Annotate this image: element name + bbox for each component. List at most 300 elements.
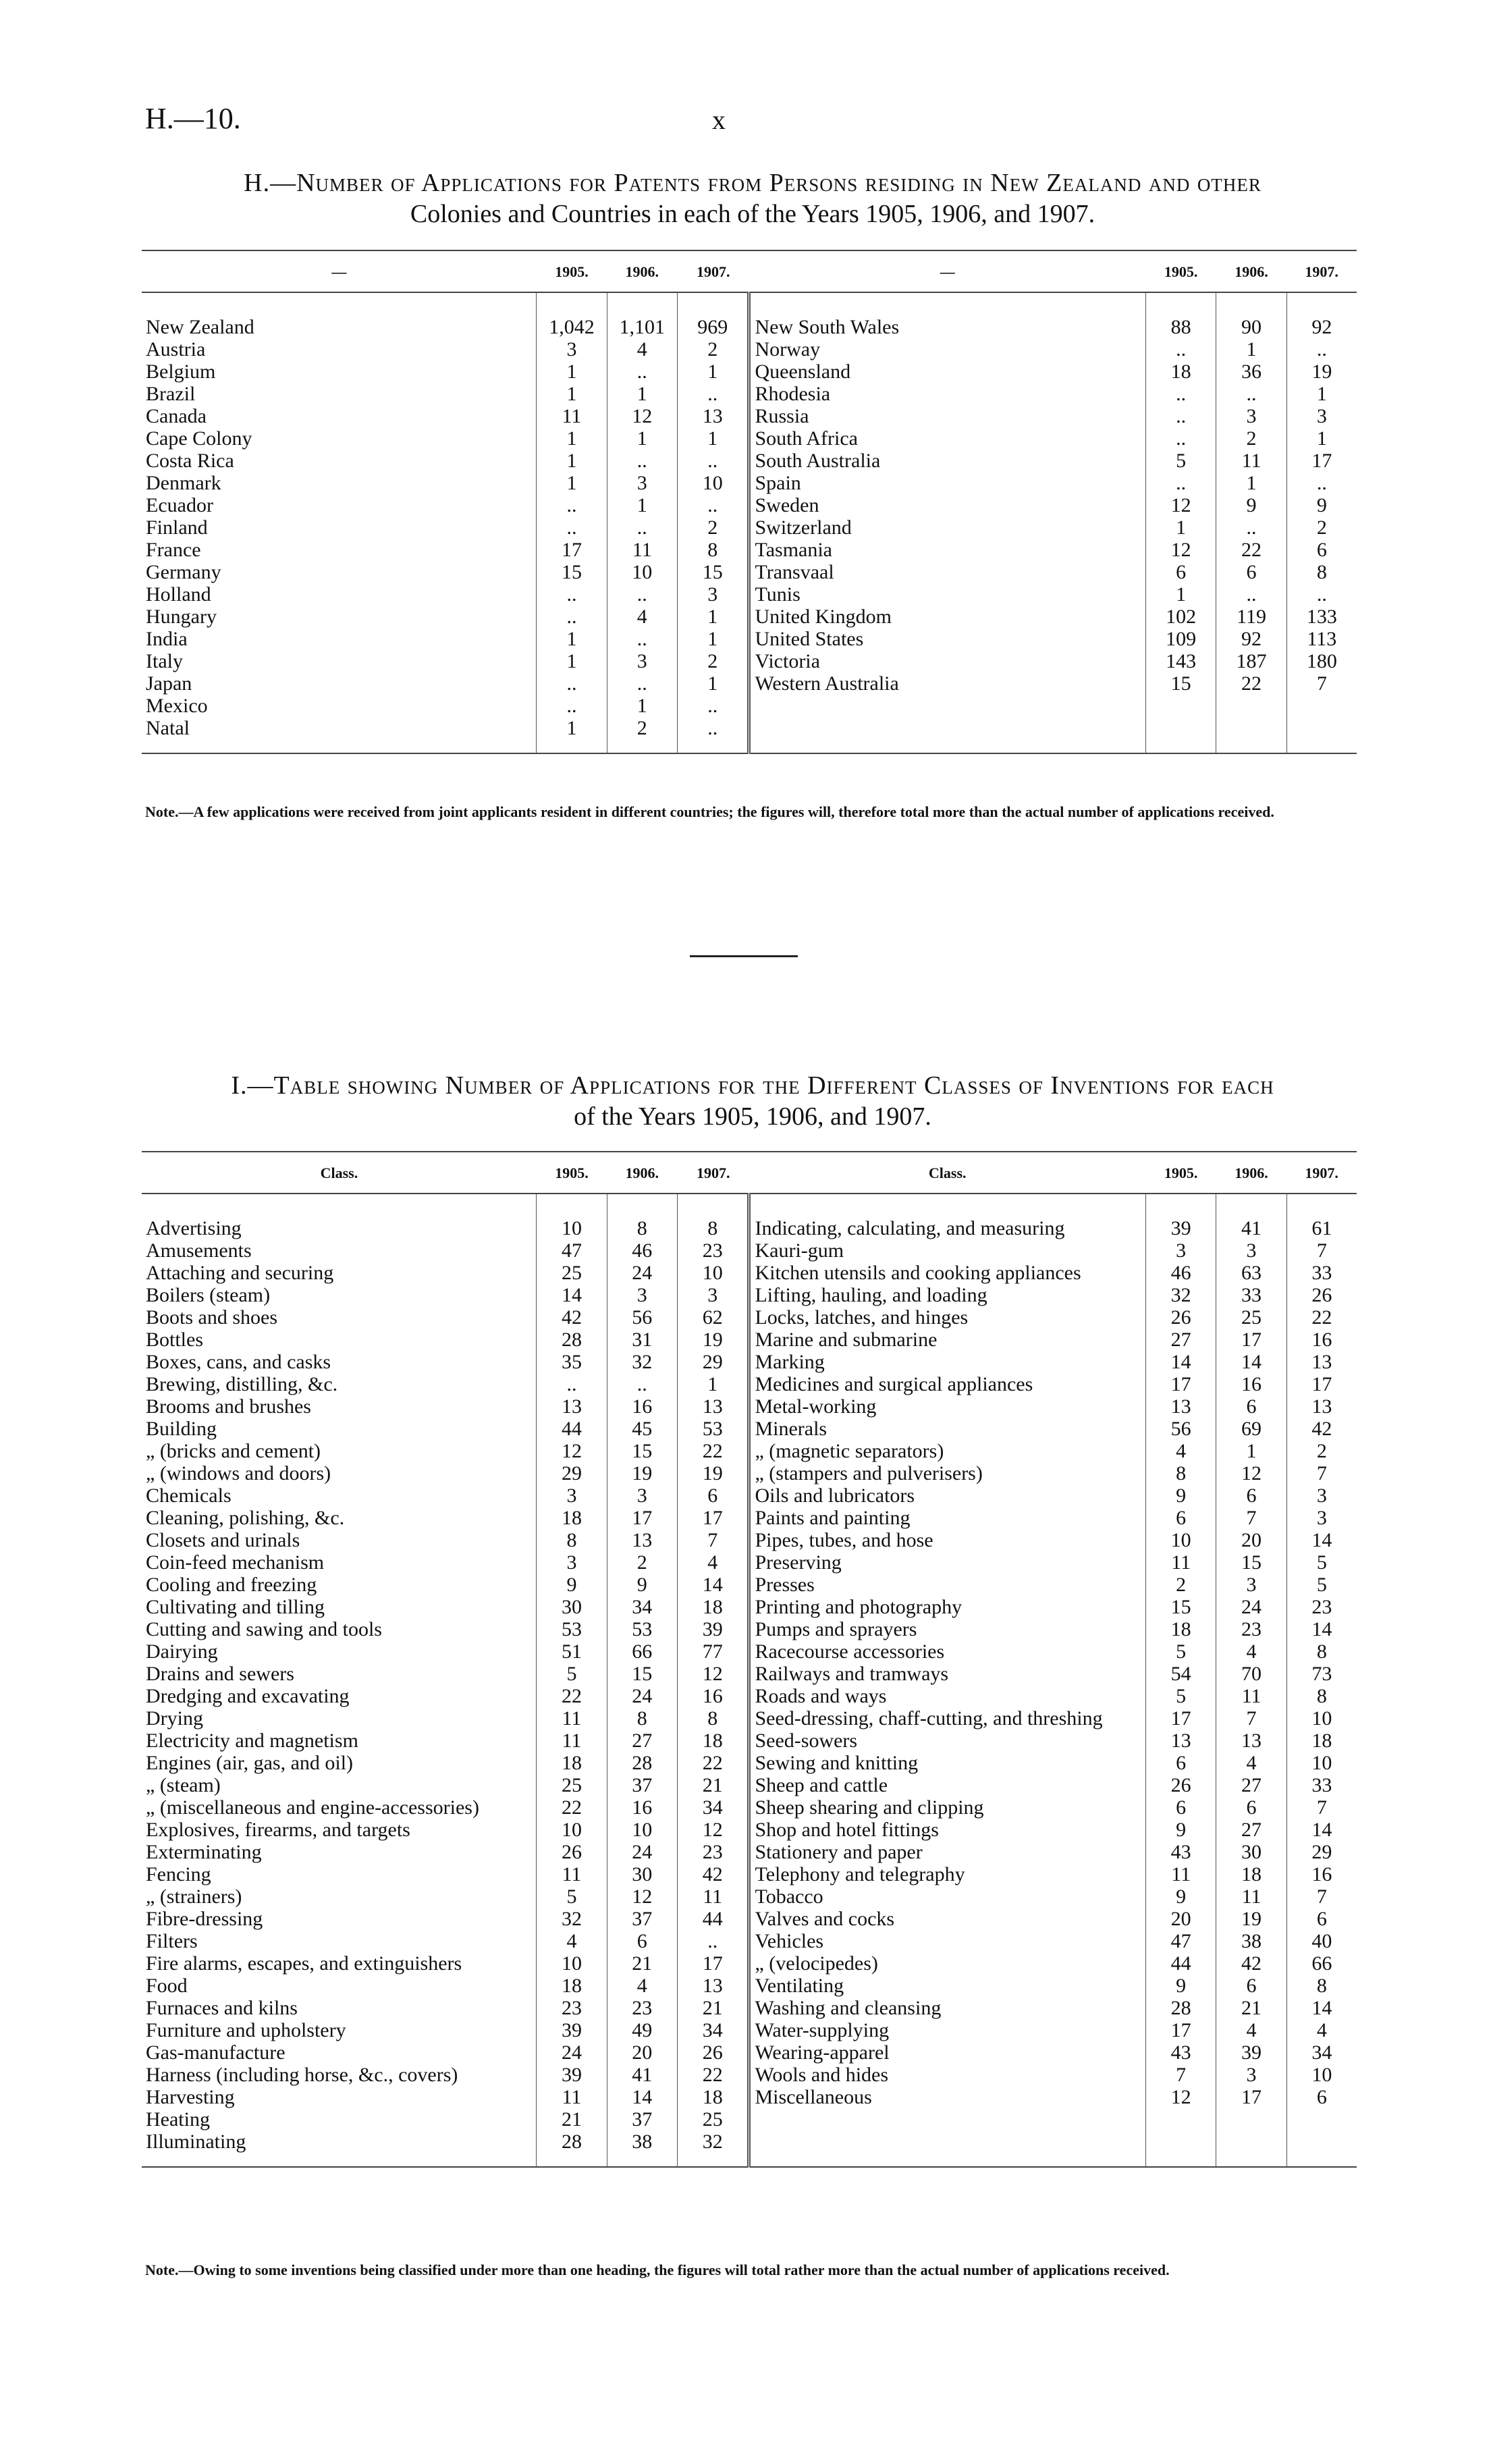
row-value: 14 bbox=[1146, 1351, 1216, 1373]
row-label: Furniture and upholstery bbox=[146, 2019, 346, 2041]
row-value: 8 bbox=[1286, 1640, 1357, 1663]
row-value: 25 bbox=[537, 1774, 607, 1796]
table-row bbox=[142, 292, 1357, 338]
table-row bbox=[142, 1194, 1357, 1239]
row-value: 14 bbox=[1286, 1618, 1357, 1640]
row-value: 4 bbox=[537, 1930, 607, 1952]
row-value: .. bbox=[607, 360, 677, 383]
row-value: 16 bbox=[1286, 1863, 1357, 1885]
row-value: 3 bbox=[537, 338, 607, 360]
row-value: 43 bbox=[1146, 1841, 1216, 1863]
row-value: 13 bbox=[1286, 1395, 1357, 1418]
row-value: 18 bbox=[677, 2086, 749, 2108]
table-row bbox=[142, 1618, 1357, 1640]
row-value: 56 bbox=[1146, 1418, 1216, 1440]
row-label: Pipes, tubes, and hose bbox=[749, 1529, 1146, 1551]
row-value: 13 bbox=[1146, 1395, 1216, 1418]
row-label: Japan bbox=[146, 672, 192, 695]
row-value: 9 bbox=[1146, 1885, 1216, 1908]
row-value: 1 bbox=[677, 427, 749, 450]
row-value: 15 bbox=[537, 561, 607, 583]
row-value: .. bbox=[677, 1930, 749, 1952]
row-value: 23 bbox=[677, 1239, 749, 1262]
table-row bbox=[142, 561, 1357, 583]
row-value: 1 bbox=[1146, 583, 1216, 606]
row-value: 11 bbox=[537, 1863, 607, 1885]
row-value bbox=[1286, 2131, 1357, 2167]
row-value: 24 bbox=[1216, 1596, 1286, 1618]
row-label: Marking bbox=[749, 1351, 1146, 1373]
row-value: 26 bbox=[1146, 1306, 1216, 1329]
row-label: Medicines and surgical appliances bbox=[749, 1373, 1146, 1395]
table-i-title-line1: I.—Table showing Number of Applications for the Different Classes of Inventions for each bbox=[231, 1071, 1274, 1100]
row-value: 1 bbox=[677, 1373, 749, 1395]
row-value: 29 bbox=[537, 1462, 607, 1484]
row-value: 11 bbox=[607, 539, 677, 561]
row-value bbox=[1216, 2131, 1286, 2167]
row-value: 34 bbox=[677, 1796, 749, 1819]
col-year: 1907. bbox=[677, 1152, 749, 1194]
row-value: .. bbox=[1146, 427, 1216, 450]
table-row bbox=[142, 650, 1357, 672]
row-value: 15 bbox=[607, 1440, 677, 1462]
row-label: „ (velocipedes) bbox=[749, 1952, 1146, 1975]
row-value: 30 bbox=[1216, 1841, 1286, 1863]
row-value: 33 bbox=[1286, 1262, 1357, 1284]
table-row bbox=[142, 1863, 1357, 1885]
row-value: 7 bbox=[1286, 1796, 1357, 1819]
row-value: 2 bbox=[1286, 516, 1357, 539]
col-label: Class. bbox=[749, 1152, 1146, 1194]
row-value: 25 bbox=[677, 2108, 749, 2131]
table-row bbox=[142, 1418, 1357, 1440]
row-label: United Kingdom bbox=[749, 606, 1146, 628]
row-value: 47 bbox=[537, 1239, 607, 1262]
row-label: Tasmania bbox=[749, 539, 1146, 561]
row-value: 9 bbox=[1146, 1484, 1216, 1507]
row-value: 19 bbox=[677, 1329, 749, 1351]
row-value: 5 bbox=[537, 1885, 607, 1908]
table-row bbox=[142, 427, 1357, 450]
row-value: .. bbox=[537, 695, 607, 717]
row-value: 1 bbox=[677, 672, 749, 695]
row-value: 26 bbox=[677, 2041, 749, 2064]
row-label: Heating bbox=[146, 2108, 210, 2131]
row-label: Filters bbox=[146, 1930, 198, 1952]
table-row bbox=[142, 1306, 1357, 1329]
row-value: 12 bbox=[607, 1885, 677, 1908]
row-value: 1 bbox=[537, 717, 607, 753]
row-label: Lifting, hauling, and loading bbox=[749, 1284, 1146, 1306]
row-value bbox=[1216, 2108, 1286, 2131]
row-label: Tunis bbox=[749, 583, 1146, 606]
row-value: 18 bbox=[537, 1752, 607, 1774]
row-value: 1 bbox=[1286, 383, 1357, 405]
row-label: Food bbox=[146, 1975, 188, 1997]
row-value: 22 bbox=[1216, 672, 1286, 695]
row-value: 9 bbox=[1216, 494, 1286, 516]
row-value: 102 bbox=[1146, 606, 1216, 628]
table-i-title-line2: of the Years 1905, 1906, and 1907. bbox=[574, 1102, 931, 1131]
row-value: 77 bbox=[677, 1640, 749, 1663]
row-label: New South Wales bbox=[749, 292, 1146, 338]
row-value: 7 bbox=[1286, 1885, 1357, 1908]
row-value: 14 bbox=[537, 1284, 607, 1306]
row-value: 3 bbox=[1216, 1574, 1286, 1596]
row-value: 69 bbox=[1216, 1418, 1286, 1440]
row-value: 16 bbox=[1286, 1329, 1357, 1351]
col-year: 1906. bbox=[1216, 1152, 1286, 1194]
row-value: 17 bbox=[607, 1507, 677, 1529]
row-label: Harness (including horse, &c., covers) bbox=[146, 2064, 458, 2086]
row-value: 16 bbox=[1216, 1373, 1286, 1395]
row-value: 7 bbox=[1286, 1462, 1357, 1484]
row-label: Dairying bbox=[146, 1640, 218, 1663]
row-value: 24 bbox=[607, 1685, 677, 1707]
row-value: 2 bbox=[1146, 1574, 1216, 1596]
row-value: 10 bbox=[537, 1194, 607, 1239]
row-value: .. bbox=[537, 1373, 607, 1395]
row-value: .. bbox=[537, 672, 607, 695]
row-label: Exterminating bbox=[146, 1841, 262, 1863]
row-value bbox=[1146, 2108, 1216, 2131]
row-value: 3 bbox=[1216, 1239, 1286, 1262]
table-row bbox=[142, 338, 1357, 360]
row-value: 18 bbox=[1286, 1730, 1357, 1752]
table-i-header-row bbox=[142, 1152, 1357, 1194]
row-value: 11 bbox=[537, 2086, 607, 2108]
col-year: 1905. bbox=[1146, 250, 1216, 292]
row-label: „ (strainers) bbox=[146, 1885, 242, 1908]
row-value: 10 bbox=[537, 1952, 607, 1975]
row-value: 3 bbox=[607, 472, 677, 494]
row-value: 3 bbox=[607, 1284, 677, 1306]
row-value: 22 bbox=[537, 1796, 607, 1819]
row-value: 21 bbox=[607, 1952, 677, 1975]
table-row bbox=[142, 1819, 1357, 1841]
table-row bbox=[142, 2064, 1357, 2086]
row-value bbox=[1146, 695, 1216, 717]
row-value: .. bbox=[1216, 516, 1286, 539]
row-value: 11 bbox=[1216, 1885, 1286, 1908]
row-value: 8 bbox=[677, 1707, 749, 1730]
row-label: Fire alarms, escapes, and extinguishers bbox=[146, 1952, 462, 1975]
row-value: 13 bbox=[1146, 1730, 1216, 1752]
row-value: 17 bbox=[1146, 1707, 1216, 1730]
row-value: 42 bbox=[537, 1306, 607, 1329]
row-value: 22 bbox=[1216, 539, 1286, 561]
row-label: Seed-dressing, chaff-cutting, and threshing bbox=[749, 1707, 1146, 1730]
row-value: 15 bbox=[607, 1663, 677, 1685]
row-value: 16 bbox=[677, 1685, 749, 1707]
row-label: Spain bbox=[749, 472, 1146, 494]
row-value: 39 bbox=[537, 2019, 607, 2041]
row-value: 3 bbox=[537, 1551, 607, 1574]
row-label: „ (windows and doors) bbox=[146, 1462, 331, 1484]
table-row bbox=[142, 2019, 1357, 2041]
row-value: 26 bbox=[537, 1841, 607, 1863]
row-value: 18 bbox=[537, 1507, 607, 1529]
row-value: .. bbox=[537, 606, 607, 628]
row-label: Norway bbox=[749, 338, 1146, 360]
row-value: 18 bbox=[1146, 360, 1216, 383]
row-value: 3 bbox=[607, 1484, 677, 1507]
row-label: Indicating, calculating, and measuring bbox=[749, 1194, 1146, 1239]
table-row bbox=[142, 1462, 1357, 1484]
row-value: 19 bbox=[1216, 1908, 1286, 1930]
table-row bbox=[142, 1975, 1357, 1997]
row-label: Finland bbox=[146, 516, 208, 539]
row-label: Kitchen utensils and cooking appliances bbox=[749, 1262, 1146, 1284]
table-row bbox=[142, 1952, 1357, 1975]
row-value: 8 bbox=[677, 539, 749, 561]
table-row bbox=[142, 1529, 1357, 1551]
row-value: 53 bbox=[607, 1618, 677, 1640]
row-label: South Australia bbox=[749, 450, 1146, 472]
row-value: 24 bbox=[607, 1841, 677, 1863]
row-label: Minerals bbox=[749, 1418, 1146, 1440]
row-value: 3 bbox=[1286, 405, 1357, 427]
row-value: 6 bbox=[1286, 539, 1357, 561]
row-value: 12 bbox=[1146, 539, 1216, 561]
table-row bbox=[142, 695, 1357, 717]
row-value: 15 bbox=[1146, 1596, 1216, 1618]
row-value: 49 bbox=[607, 2019, 677, 2041]
table-row bbox=[142, 1440, 1357, 1462]
row-label: Boxes, cans, and casks bbox=[146, 1351, 331, 1373]
row-value: 92 bbox=[1286, 292, 1357, 338]
row-label: Canada bbox=[146, 405, 207, 427]
row-label bbox=[749, 2108, 1146, 2131]
table-row bbox=[142, 2086, 1357, 2108]
row-value: 6 bbox=[1146, 1796, 1216, 1819]
table-row bbox=[142, 1796, 1357, 1819]
row-label: South Africa bbox=[749, 427, 1146, 450]
row-value: .. bbox=[1146, 383, 1216, 405]
row-value: 6 bbox=[1146, 1752, 1216, 1774]
row-value: 27 bbox=[1146, 1329, 1216, 1351]
table-row bbox=[142, 1685, 1357, 1707]
table-row bbox=[142, 1930, 1357, 1952]
row-value: 14 bbox=[1286, 1529, 1357, 1551]
row-value: 13 bbox=[677, 1395, 749, 1418]
row-value: 133 bbox=[1286, 606, 1357, 628]
row-label: Hungary bbox=[146, 606, 217, 628]
row-value: 25 bbox=[1216, 1306, 1286, 1329]
row-label bbox=[749, 695, 1146, 717]
row-value: 34 bbox=[1286, 2041, 1357, 2064]
row-value: .. bbox=[607, 672, 677, 695]
row-value: 1 bbox=[1216, 472, 1286, 494]
row-label: Costa Rica bbox=[146, 450, 234, 472]
col-year: 1905. bbox=[537, 1152, 607, 1194]
row-value: 4 bbox=[1216, 2019, 1286, 2041]
row-label: Cape Colony bbox=[146, 427, 252, 450]
row-value: 14 bbox=[1286, 1819, 1357, 1841]
row-value: 21 bbox=[1216, 1997, 1286, 2019]
row-value: 41 bbox=[1216, 1194, 1286, 1239]
row-value: .. bbox=[1216, 383, 1286, 405]
row-value: 27 bbox=[1216, 1774, 1286, 1796]
row-value: 17 bbox=[1286, 1373, 1357, 1395]
row-label: Queensland bbox=[749, 360, 1146, 383]
table-row bbox=[142, 1841, 1357, 1863]
table-row bbox=[142, 2041, 1357, 2064]
row-value bbox=[1146, 717, 1216, 753]
table-row bbox=[142, 1908, 1357, 1930]
row-label: Paints and painting bbox=[749, 1507, 1146, 1529]
row-label: Rhodesia bbox=[749, 383, 1146, 405]
row-value: 23 bbox=[677, 1841, 749, 1863]
row-value: 143 bbox=[1146, 650, 1216, 672]
table-row bbox=[142, 1596, 1357, 1618]
table-row bbox=[142, 472, 1357, 494]
row-label: Belgium bbox=[146, 360, 216, 383]
table-row bbox=[142, 2131, 1357, 2167]
row-value: 31 bbox=[607, 1329, 677, 1351]
row-value: 6 bbox=[1286, 1908, 1357, 1930]
row-value: 3 bbox=[1286, 1507, 1357, 1529]
row-value: 3 bbox=[1216, 2064, 1286, 2086]
table-row bbox=[142, 1730, 1357, 1752]
row-value: 22 bbox=[537, 1685, 607, 1707]
row-value: 2 bbox=[1216, 427, 1286, 450]
row-value: 5 bbox=[1286, 1574, 1357, 1596]
row-value: 11 bbox=[1216, 1685, 1286, 1707]
row-value: 2 bbox=[607, 1551, 677, 1574]
row-value bbox=[1286, 2108, 1357, 2131]
row-label: Dredging and excavating bbox=[146, 1685, 350, 1707]
row-value: 46 bbox=[1146, 1262, 1216, 1284]
row-label: Fibre-dressing bbox=[146, 1908, 263, 1930]
row-label: Illuminating bbox=[146, 2131, 246, 2153]
row-label: Building bbox=[146, 1418, 217, 1440]
table-row bbox=[142, 1997, 1357, 2019]
row-value: .. bbox=[607, 1373, 677, 1395]
row-value bbox=[1216, 717, 1286, 753]
row-value: 19 bbox=[1286, 360, 1357, 383]
row-value: 4 bbox=[607, 338, 677, 360]
row-value: 46 bbox=[607, 1239, 677, 1262]
row-value: 22 bbox=[677, 1440, 749, 1462]
row-label: New Zealand bbox=[146, 316, 254, 338]
row-label: Victoria bbox=[749, 650, 1146, 672]
row-value: 11 bbox=[677, 1885, 749, 1908]
row-value: 11 bbox=[537, 1707, 607, 1730]
row-value: 13 bbox=[1286, 1351, 1357, 1373]
row-value: 35 bbox=[537, 1351, 607, 1373]
row-value: 17 bbox=[1146, 2019, 1216, 2041]
row-label: Ecuador bbox=[146, 494, 213, 516]
row-value: 4 bbox=[1216, 1752, 1286, 1774]
row-value: 34 bbox=[607, 1596, 677, 1618]
row-value: 1 bbox=[537, 472, 607, 494]
table-row bbox=[142, 1551, 1357, 1574]
row-value: 3 bbox=[1146, 1239, 1216, 1262]
row-label: Amusements bbox=[146, 1239, 252, 1262]
row-value: 33 bbox=[1216, 1284, 1286, 1306]
table-row bbox=[142, 1395, 1357, 1418]
row-value: 119 bbox=[1216, 606, 1286, 628]
row-value: 6 bbox=[607, 1930, 677, 1952]
row-value: 1,042 bbox=[537, 292, 607, 338]
row-label: Stationery and paper bbox=[749, 1841, 1146, 1863]
row-label: Cultivating and tilling bbox=[146, 1596, 325, 1618]
row-value: 51 bbox=[537, 1640, 607, 1663]
row-value: 17 bbox=[537, 539, 607, 561]
row-value: 21 bbox=[537, 2108, 607, 2131]
table-row bbox=[142, 1484, 1357, 1507]
row-value: 7 bbox=[1216, 1707, 1286, 1730]
row-value: .. bbox=[1146, 338, 1216, 360]
table-row bbox=[142, 1284, 1357, 1306]
col-label: Class. bbox=[142, 1152, 537, 1194]
row-value: 37 bbox=[607, 2108, 677, 2131]
row-value: 23 bbox=[537, 1997, 607, 2019]
row-value: .. bbox=[607, 450, 677, 472]
row-value: 14 bbox=[1286, 1997, 1357, 2019]
row-value: 44 bbox=[537, 1418, 607, 1440]
row-value: 17 bbox=[1146, 1373, 1216, 1395]
row-value: 1 bbox=[537, 628, 607, 650]
row-label: Sewing and knitting bbox=[749, 1752, 1146, 1774]
row-value: 15 bbox=[1146, 672, 1216, 695]
row-value: 53 bbox=[537, 1618, 607, 1640]
row-value: 3 bbox=[1286, 1484, 1357, 1507]
col-year: 1906. bbox=[607, 1152, 677, 1194]
row-value: 5 bbox=[537, 1663, 607, 1685]
row-value bbox=[1146, 2131, 1216, 2167]
row-value: 17 bbox=[1216, 1329, 1286, 1351]
row-value: 8 bbox=[1286, 561, 1357, 583]
row-label: Boots and shoes bbox=[146, 1306, 277, 1329]
row-value: 7 bbox=[1286, 672, 1357, 695]
row-value: 12 bbox=[677, 1819, 749, 1841]
row-value: 1 bbox=[537, 650, 607, 672]
row-value: 5 bbox=[1146, 1685, 1216, 1707]
col-label: — bbox=[749, 250, 1146, 292]
row-value: 66 bbox=[607, 1640, 677, 1663]
row-value: 34 bbox=[677, 2019, 749, 2041]
row-label: Italy bbox=[146, 650, 183, 672]
col-year: 1907. bbox=[1286, 250, 1357, 292]
table-i-title bbox=[145, 1070, 1360, 1132]
row-value: 22 bbox=[677, 2064, 749, 2086]
row-value: 28 bbox=[1146, 1997, 1216, 2019]
row-value: 4 bbox=[1216, 1640, 1286, 1663]
table-i-note: Note.—Owing to some inventions being classified under more than one heading, the figures will total rather more than the actual number of applications received. bbox=[145, 2261, 1170, 2278]
row-value: .. bbox=[1146, 472, 1216, 494]
row-label: Transvaal bbox=[749, 561, 1146, 583]
row-value: 113 bbox=[1286, 628, 1357, 650]
table-row bbox=[142, 405, 1357, 427]
row-label bbox=[749, 717, 1146, 753]
row-label: Railways and tramways bbox=[749, 1663, 1146, 1685]
row-label: Attaching and securing bbox=[146, 1262, 334, 1284]
row-value: 23 bbox=[1216, 1618, 1286, 1640]
row-value: 1 bbox=[607, 383, 677, 405]
row-label: Locks, latches, and hinges bbox=[749, 1306, 1146, 1329]
row-value: 1,101 bbox=[607, 292, 677, 338]
row-value: 29 bbox=[677, 1351, 749, 1373]
row-value: 6 bbox=[1146, 561, 1216, 583]
row-value bbox=[1286, 717, 1357, 753]
row-value: .. bbox=[607, 583, 677, 606]
row-value: .. bbox=[537, 583, 607, 606]
row-value: 27 bbox=[1216, 1819, 1286, 1841]
row-value: 1 bbox=[677, 360, 749, 383]
row-value: 15 bbox=[1216, 1551, 1286, 1574]
